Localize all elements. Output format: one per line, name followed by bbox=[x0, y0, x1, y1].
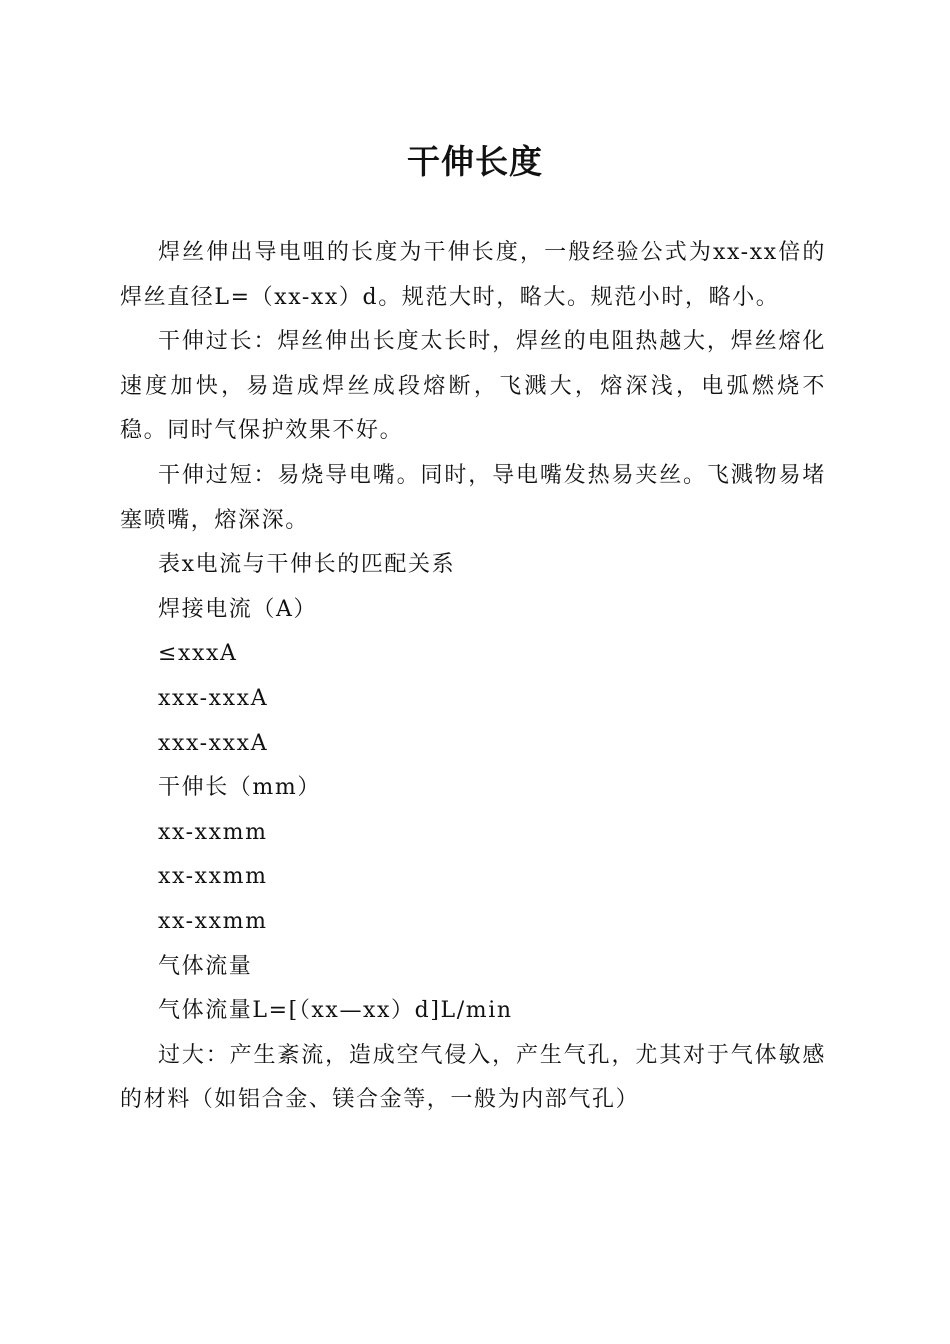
document-title: 干伸长度 bbox=[407, 142, 543, 181]
length-header: 干伸长（mm） bbox=[158, 775, 321, 801]
current-value: ≤xxxA bbox=[158, 641, 238, 667]
current-header: 焊接电流（A） bbox=[158, 596, 318, 622]
current-value: xxx-xxxA bbox=[158, 685, 269, 711]
gas-heading: 气体流量 bbox=[158, 953, 253, 979]
gas-note: 过大：产生紊流，造成空气侵入，产生气孔，尤其对于气体敏感的材料（如铝合金、镁合金等，一般为内部气孔） bbox=[120, 1042, 826, 1113]
gas-formula: 气体流量L=[（xx—xx）d]L/min bbox=[158, 998, 513, 1024]
paragraph-definition: 焊丝伸出导电咀的长度为干伸长度，一般经验公式为xx-xx倍的焊丝直径L=（xx-xx）d。规范大时，略大。规范小时，略小。 bbox=[120, 240, 826, 310]
length-value: xx-xxmm bbox=[158, 864, 268, 890]
document-body bbox=[120, 231, 826, 1123]
paragraph-too-long: 干伸过长：焊丝伸出长度太长时，焊丝的电阻热越大，焊丝熔化速度加快，易造成焊丝成段熔断，飞溅大，熔深浅，电弧燃烧不稳。同时气保护效果不好。 bbox=[120, 329, 826, 444]
paragraph-too-short: 干伸过短：易烧导电嘴。同时，导电嘴发热易夹丝。飞溅物易堵塞喷嘴，熔深深。 bbox=[120, 462, 826, 533]
current-value: xxx-xxxA bbox=[158, 730, 269, 756]
table-caption: 表x电流与干伸长的匹配关系 bbox=[158, 552, 456, 578]
length-value: xx-xxmm bbox=[158, 819, 268, 845]
length-value: xx-xxmm bbox=[158, 908, 268, 934]
